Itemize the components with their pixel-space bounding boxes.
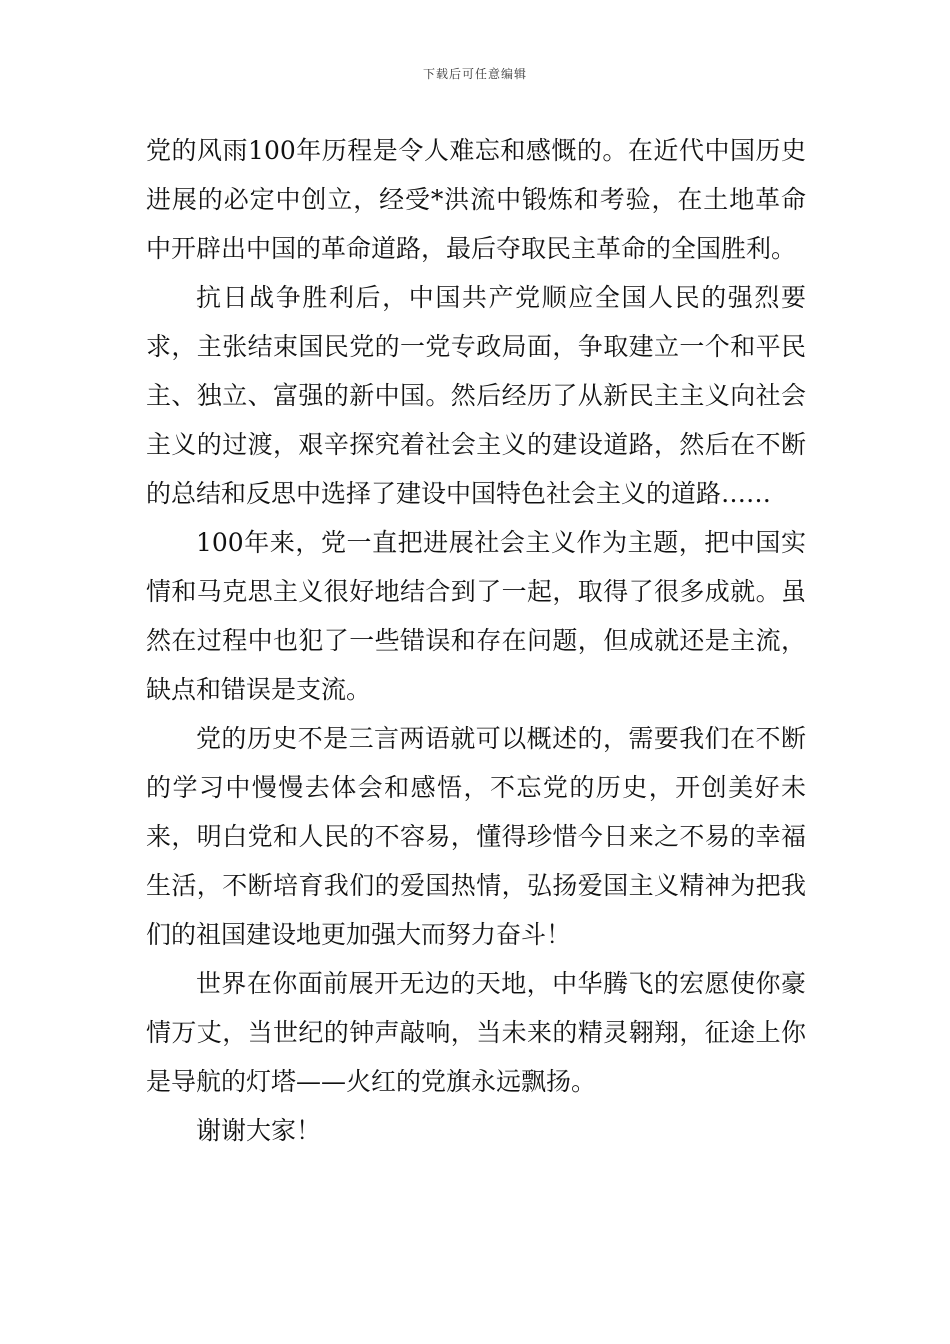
document-body — [146, 126, 806, 1155]
paragraph-1: 党的风雨100年历程是令人难忘和感慨的。在近代中国历史进展的必定中创立，经受*洪流中锻炼和考验，在土地革命中开辟出中国的革命道路，最后夺取民主革命的全国胜利。 — [146, 136, 806, 263]
paragraph-5: 世界在你面前展开无边的天地，中华腾飞的宏愿使你豪情万丈，当世纪的钟声敲响，当未来的精灵翱翔，征途上你是导航的灯塔——火红的党旗永远飘扬。 — [146, 969, 806, 1096]
paragraph-3: 100年来，党一直把进展社会主义作为主题，把中国实情和马克思主义很好地结合到了一起，取得了很多成就。虽然在过程中也犯了一些错误和存在问题，但成就还是主流，缺点和错误是支流。 — [146, 528, 806, 704]
paragraph-4: 党的历史不是三言两语就可以概述的，需要我们在不断的学习中慢慢去体会和感悟，不忘党的历史，开创美好未来，明白党和人民的不容易，懂得珍惜今日来之不易的幸福生活，不断培育我们的爱国热情，弘扬爱国主义精神为把我们的祖国建设地更加强大而努力奋斗！ — [146, 724, 806, 949]
paragraph-closing: 谢谢大家！ — [196, 1116, 322, 1145]
paragraph-2: 抗日战争胜利后，中国共产党顺应全国人民的强烈要求，主张结束国民党的一党专政局面，争取建立一个和平民主、独立、富强的新中国。然后经历了从新民主主义向社会主义的过渡，艰辛探究着社会主义的建设道路，然后在不断的总结和反思中选择了建设中国特色社会主义的道路…… — [146, 283, 806, 508]
page-header: 下载后可任意编辑 — [422, 67, 527, 81]
